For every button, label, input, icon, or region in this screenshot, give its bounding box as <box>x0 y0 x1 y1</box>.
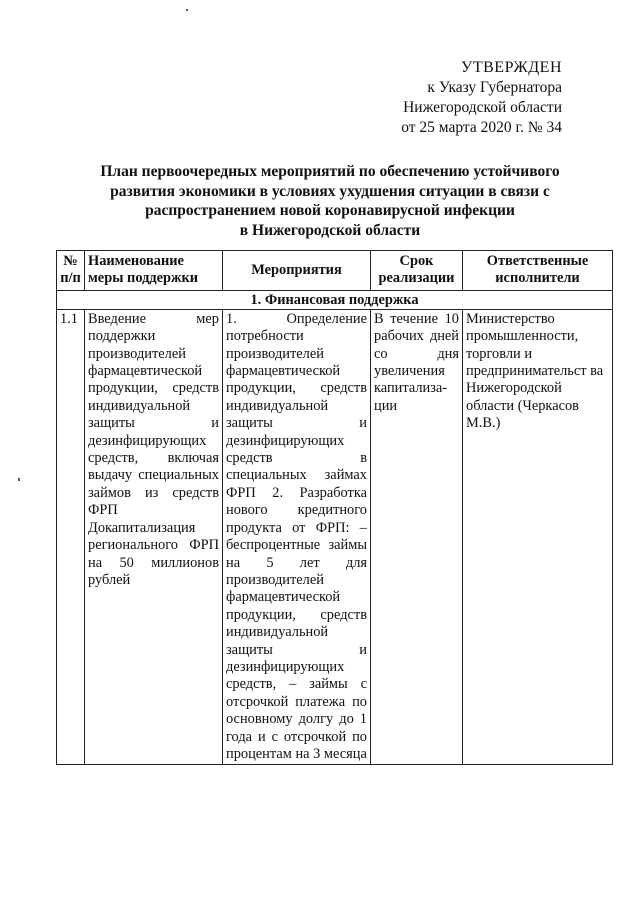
header-actions: Мероприятия <box>223 251 371 291</box>
header-num: № п/п <box>57 251 85 291</box>
header-measure: Наименование меры поддержки <box>85 251 223 291</box>
title-line: План первоочередных мероприятий по обеспечению устойчивого <box>100 163 560 180</box>
cell-actions: 1. Определение потребности производителей фармацевтической продукции, средств индивидуальной защиты и дезинфицирующих средств в специальных займах ФРП 2. Разработка нового кредитного продукта от ФРП: – беспроцентные займы на 5 лет для производителей фармацевтической продукции, средств индивидуальной защиты и дезинфицирующих средств, – займы с отсрочкой платежа по основному долгу до 1 года и с отсрочкой по процентам на 3 месяца <box>223 309 371 765</box>
header-term: Срок реализации <box>371 251 463 291</box>
cell-term: В течение 10 рабочих дней со дня увеличения капитализа-ции <box>371 309 463 765</box>
table-row <box>57 309 613 765</box>
title-line: развития экономики в условиях ухудшения ситуации в связи с <box>110 182 550 200</box>
title-line: в Нижегородской области <box>239 221 421 239</box>
scan-speck <box>18 478 20 481</box>
approval-line: к Указу Губернатора <box>427 79 562 96</box>
scan-speck <box>186 9 188 11</box>
cell-responsible: Министерство промышленности, торговли и предпринимательст ва Нижегородской области (Черкасов М.В.) <box>463 309 613 765</box>
section-row <box>57 290 613 309</box>
cell-num: 1.1 <box>57 309 85 765</box>
approval-date: от 25 марта 2020 г. № 34 <box>401 119 562 136</box>
title-line: распространением новой коронавирусной инфекции <box>145 202 515 220</box>
document-title <box>70 162 590 240</box>
section-title: 1. Финансовая поддержка <box>57 290 613 309</box>
cell-measure: Введение мер поддержки производителей фармацевтической продукции, средств индивидуальной защиты и дезинфицирующих средств, включая выдачу специальных займов из средств ФРП Докапитализация регионального ФРП на 50 миллионов рублей <box>85 309 223 765</box>
approval-block <box>362 58 562 138</box>
measures-table <box>56 250 613 765</box>
approval-line: Нижегородской области <box>403 99 562 116</box>
approval-stamp: УТВЕРЖДЕН <box>461 59 562 76</box>
table-header-row <box>57 251 613 291</box>
header-responsible: Ответственные исполнители <box>463 251 613 291</box>
